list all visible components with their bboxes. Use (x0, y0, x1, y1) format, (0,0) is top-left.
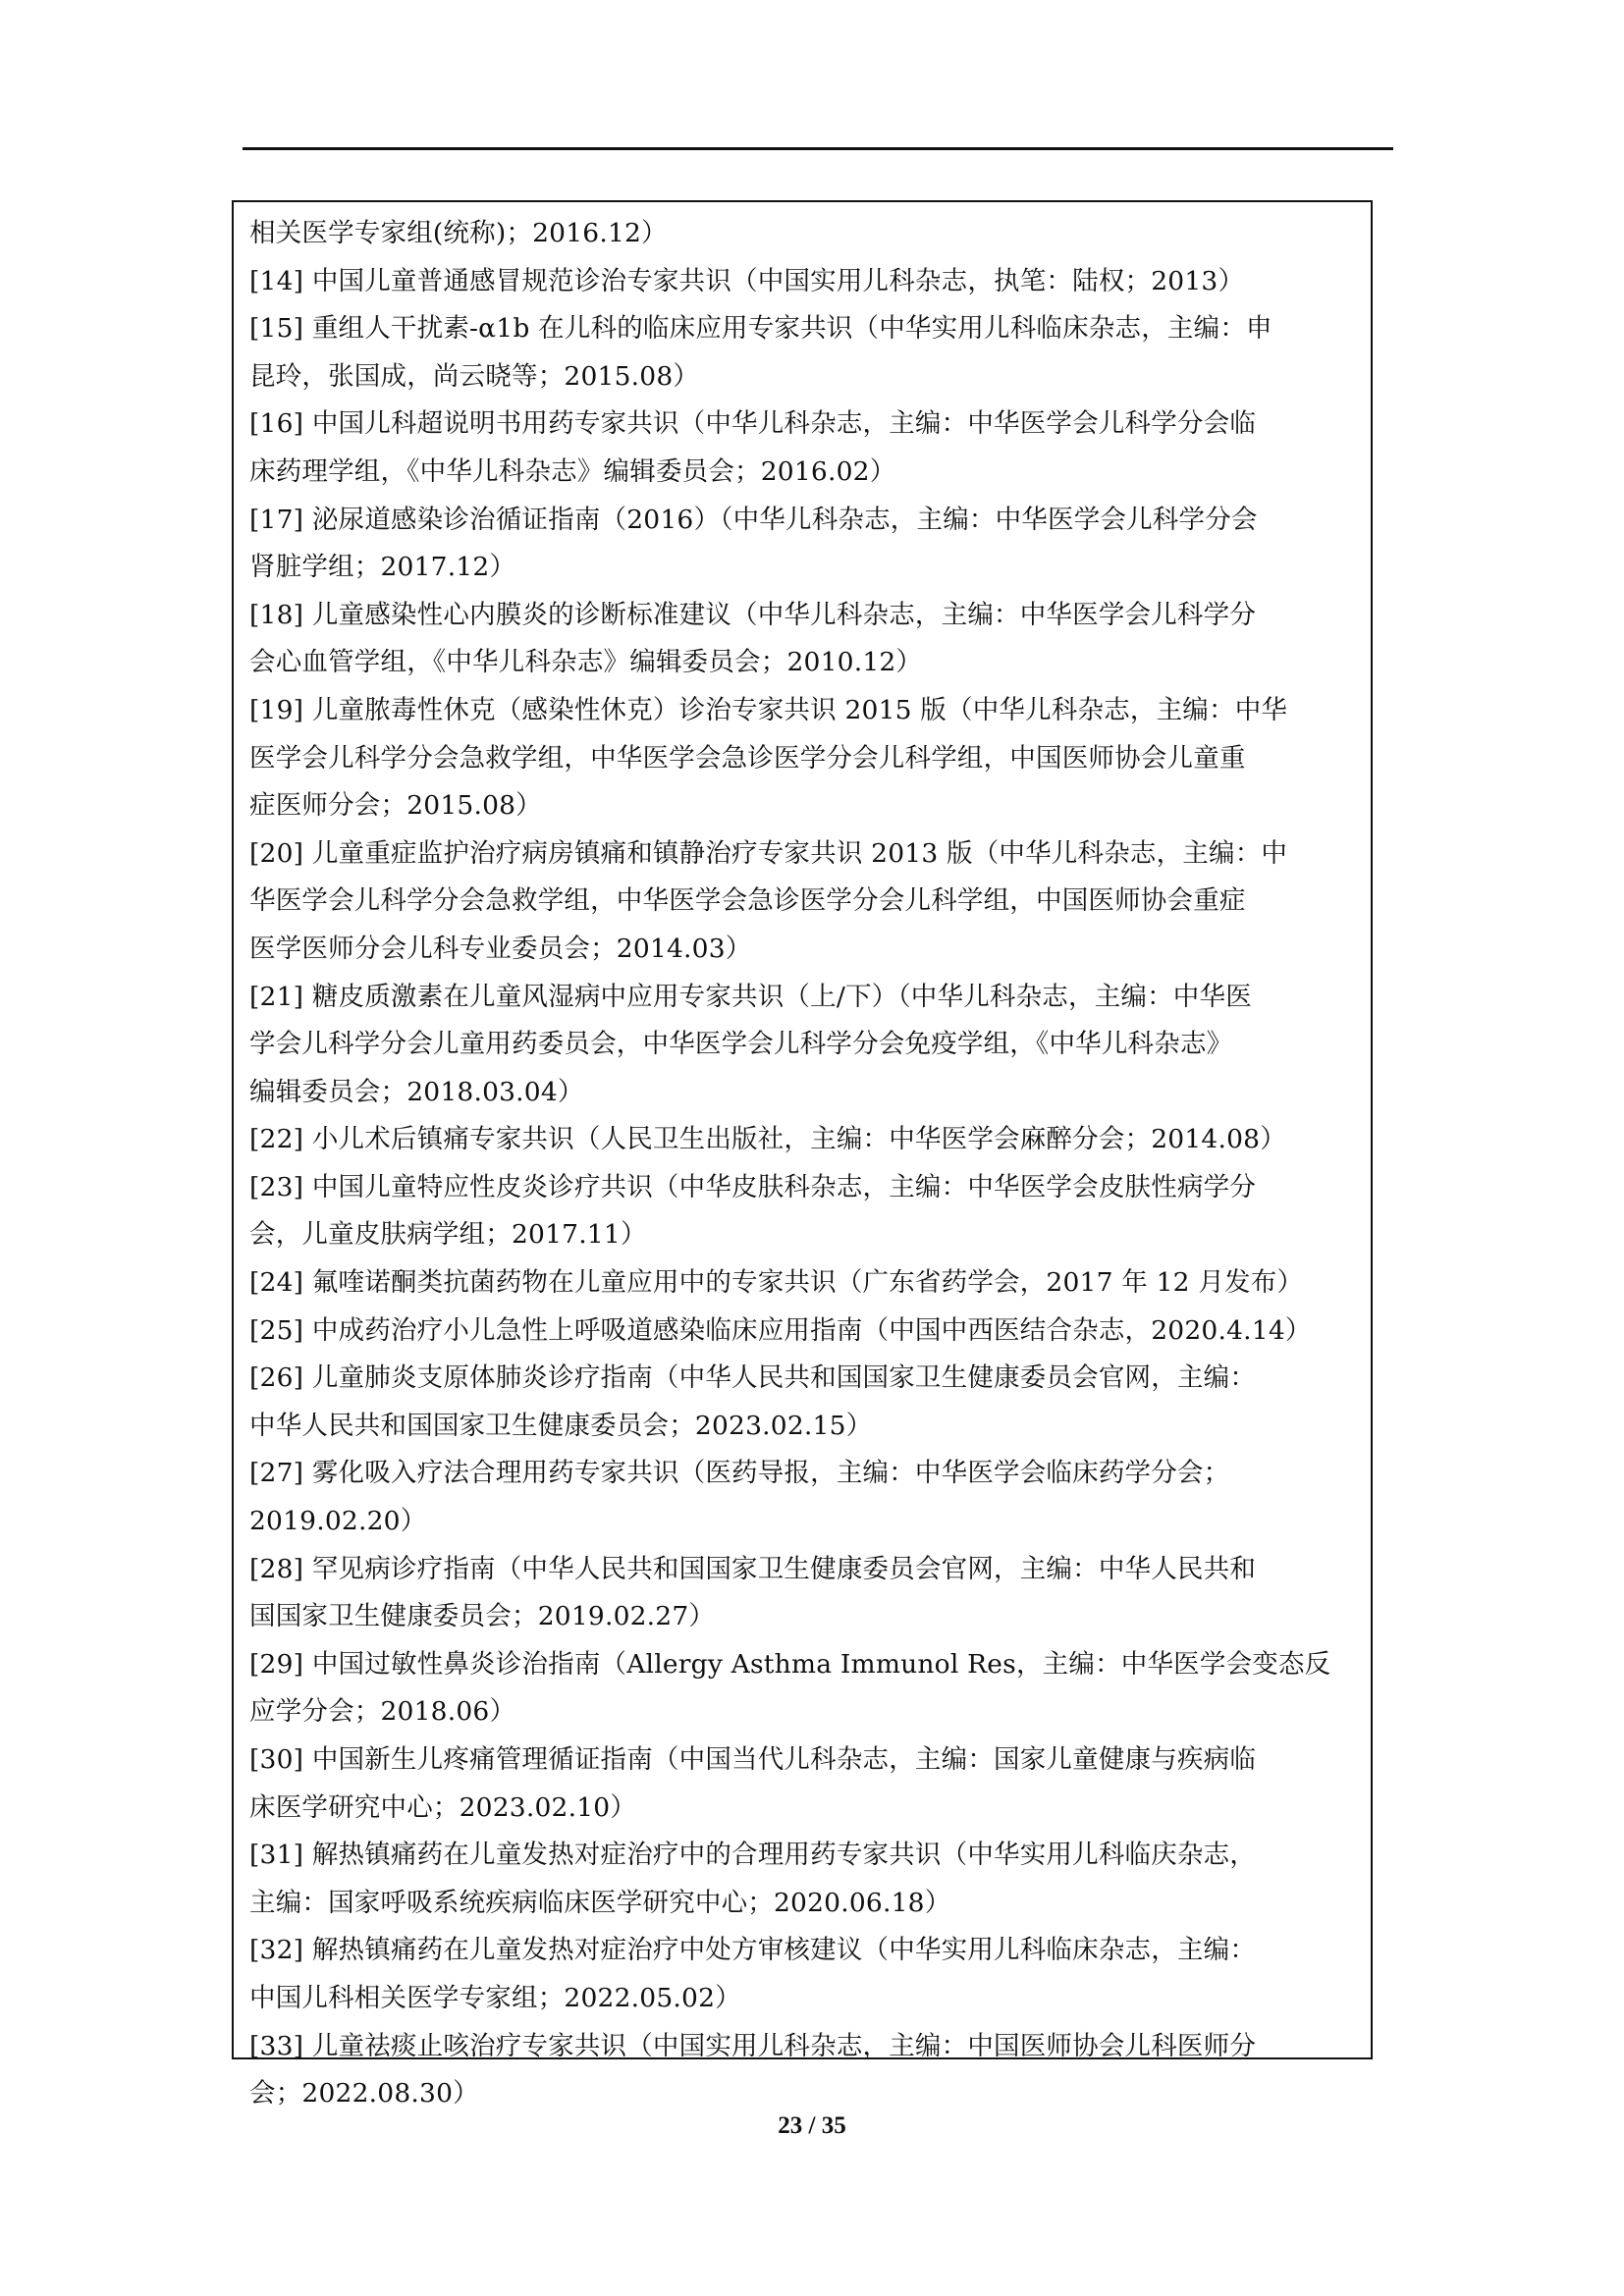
reference-line: [24] 氟喹诺酮类抗菌药物在儿童应用中的专家共识（广东省药学会，2017 年 12 月发布） (249, 1267, 1304, 1299)
reference-line: [28] 罕见病诊疗指南（中华人民共和国国家卫生健康委员会官网，主编：中华人民共和 (249, 1553, 1257, 1584)
reference-line: [29] 中国过敏性鼻炎诊治指南（Allergy Asthma Immunol Res，主编：中华医学会变态反 (249, 1648, 1331, 1680)
reference-line: 床药理学组，《中华儿科杂志》编辑委员会；2016.02） (249, 455, 896, 487)
reference-line: 医学医师分会儿科专业委员会；2014.03） (249, 933, 752, 964)
reference-line: 相关医学专家组(统称)；2016.12） (249, 218, 668, 248)
reference-line: 医学会儿科学分会急救学组，中华医学会急诊医学分会儿科学组，中国医师协会儿童重 (249, 742, 1246, 774)
page-number: 23 / 35 (778, 2112, 846, 2139)
reference-line: [19] 儿童脓毒性休克（感染性休克）诊治专家共识 2015 版（中华儿科杂志，主编：中华 (249, 694, 1288, 725)
reference-line: 2019.02.20） (249, 1506, 427, 1537)
reference-line: [33] 儿童祛痰止咳治疗专家共识（中国实用儿科杂志，主编：中国医师协会儿科医师分 (249, 2030, 1257, 2061)
reference-line: [27] 雾化吸入疗法合理用药专家共识（医药导报，主编：中华医学会临床药学分会； (249, 1458, 1230, 1489)
reference-line: 会，儿童皮肤病学组；2017.11） (249, 1219, 647, 1251)
reference-line: [25] 中成药治疗小儿急性上呼吸道感染临床应用指南（中国中西医结合杂志，2020.4.14） (249, 1314, 1312, 1346)
reference-line: 症医师分会；2015.08） (249, 790, 542, 822)
reference-line: [17] 泌尿道感染诊治循证指南（2016）（中华儿科杂志，主编：中华医学会儿科学分会 (249, 504, 1258, 535)
reference-line: [30] 中国新生儿疼痛管理循证指南（中国当代儿科杂志，主编：国家儿童健康与疾病临 (249, 1744, 1257, 1775)
reference-line: [20] 儿童重症监护治疗病房镇痛和镇静治疗专家共识 2013 版（中华儿科杂志，主编：中 (249, 837, 1288, 869)
reference-line: 昆玲，张国成，尚云晓等；2015.08） (249, 360, 700, 392)
reference-line: 学会儿科学分会儿童用药委员会，中华医学会儿科学分会免疫学组，《中华儿科杂志》 (249, 1029, 1233, 1060)
reference-line: [21] 糖皮质激素在儿童风湿病中应用专家共识（上/下）（中华儿科杂志，主编：中华医 (249, 981, 1252, 1012)
reference-line: [14] 中国儿童普通感冒规范诊治专家共识（中国实用儿科杂志，执笔：陆权；2013） (249, 265, 1245, 296)
reference-line: 应学分会；2018.06） (249, 1696, 516, 1728)
reference-line: 肾脏学组；2017.12） (249, 552, 516, 583)
reference-line: [23] 中国儿童特应性皮炎诊疗共识（中华皮肤科杂志，主编：中华医学会皮肤性病学分 (249, 1171, 1257, 1202)
reference-line: 华医学会儿科学分会急救学组，中华医学会急诊医学分会儿科学组，中国医师协会重症 (249, 885, 1246, 917)
reference-line: 国国家卫生健康委员会；2019.02.27） (249, 1601, 716, 1632)
reference-line: [16] 中国儿科超说明书用药专家共识（中华儿科杂志，主编：中华医学会儿科学分会临 (249, 408, 1257, 440)
reference-line: 主编：国家呼吸系统疾病临床医学研究中心；2020.06.18） (249, 1887, 951, 1918)
reference-line: 编辑委员会；2018.03.04） (249, 1076, 584, 1107)
header-rule (243, 147, 1393, 150)
reference-line: [18] 儿童感染性心内膜炎的诊断标准建议（中华儿科杂志，主编：中华医学会儿科学分 (249, 599, 1257, 630)
reference-line: 会心血管学组，《中华儿科杂志》编辑委员会；2010.12） (249, 647, 923, 678)
reference-line: [15] 重组人干扰素-α1b 在儿科的临床应用专家共识（中华实用儿科临床杂志，主编：申 (249, 313, 1272, 345)
reference-list-box (232, 200, 1373, 2109)
reference-line: 中国儿科相关医学专家组；2022.05.02） (249, 1982, 741, 2013)
reference-line: [26] 儿童肺炎支原体肺炎诊疗指南（中华人民共和国国家卫生健康委员会官网，主编： (249, 1362, 1257, 1394)
reference-line: 会；2022.08.30） (249, 2078, 479, 2109)
reference-line: [31] 解热镇痛药在儿童发热对症治疗中的合理用药专家共识（中华实用儿科临庆杂志， (249, 1840, 1257, 1871)
reference-line: 中华人民共和国国家卫生健康委员会；2023.02.15） (249, 1410, 873, 1441)
reference-line: 床医学研究中心；2023.02.10） (249, 1791, 637, 1823)
reference-line: [22] 小儿术后镇痛专家共识（人民卫生出版社，主编：中华医学会麻醉分会；2014.08） (249, 1124, 1286, 1155)
reference-line: [32] 解热镇痛药在儿童发热对症治疗中处方审核建议（中华实用儿科临床杂志，主编： (249, 1935, 1257, 1966)
